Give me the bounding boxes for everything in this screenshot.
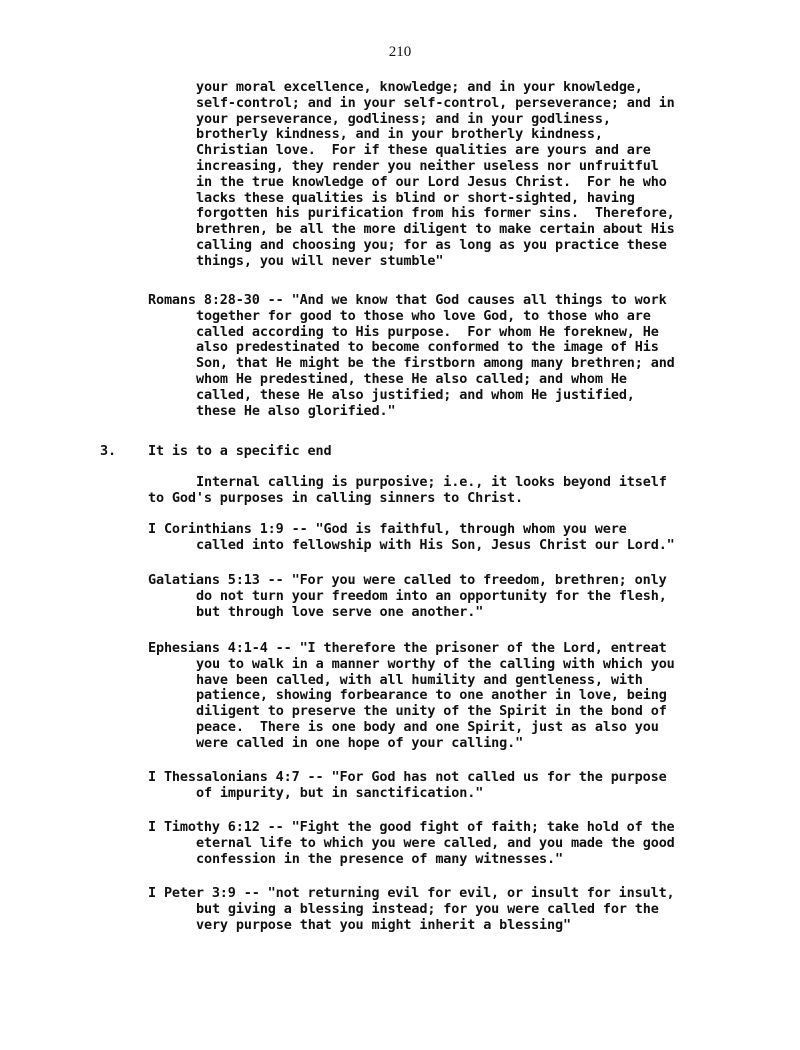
text-line: Son, that He might be the firstborn among many brethren; and [196, 355, 675, 372]
text-line: of impurity, but in sanctification." [196, 784, 484, 801]
section-number: 3. [100, 443, 116, 459]
text-line: in the true knowledge of our Lord Jesus Christ. For he who [196, 173, 667, 190]
text-line: Christian love. For if these qualities are yours and are [196, 142, 651, 159]
text-line: I Peter 3:9 -- "not returning evil for evil, or insult for insult, [148, 885, 675, 901]
text-line: called according to His purpose. For whom He foreknew, He [196, 323, 659, 340]
text-line: brethren, be all the more diligent to make certain about His [196, 221, 675, 238]
text-line: peace. There is one body and one Spirit, just as also you [196, 719, 659, 735]
text-line: but through love serve one another." [196, 603, 484, 620]
text-line: Internal calling is purposive; i.e., it looks beyond itself [196, 474, 667, 490]
text-line: patience, showing forbearance to one another in love, being [196, 687, 667, 704]
text-line: called into fellowship with His Son, Jesus Christ our Lord." [196, 536, 675, 553]
text-line: whom He predestined, these He also called; and whom He [196, 371, 627, 387]
text-line: but giving a blessing instead; for you were called for the [196, 900, 659, 917]
text-line: increasing, they render you neither useless nor unfruitful [196, 158, 659, 174]
text-line: I Corinthians 1:9 -- "God is faithful, through whom you were [148, 521, 627, 537]
text-line: Galatians 5:13 -- "For you were called to freedom, brethren; only [148, 572, 667, 588]
text-line: also predestinated to become conformed to the image of His [196, 339, 659, 356]
text-line: you to walk in a manner worthy of the calling with which you [196, 655, 675, 672]
text-line: I Thessalonians 4:7 -- "For God has not called us for the purpose [148, 769, 667, 785]
text-line: were called in one hope of your calling." [196, 734, 524, 751]
text-line: diligent to preserve the unity of the Spirit in the bond of [196, 703, 667, 720]
section-heading: It is to a specific end [148, 443, 332, 459]
text-line: confession in the presence of many witnesses." [196, 850, 563, 867]
text-line: your perseverance, godliness; and in your godliness, [196, 110, 611, 127]
text-line: Ephesians 4:1-4 -- "I therefore the prisoner of the Lord, entreat [148, 640, 667, 656]
text-line: I Timothy 6:12 -- "Fight the good fight of faith; take hold of the [148, 819, 675, 835]
text-line: brotherly kindness, and in your brotherly kindness, [196, 126, 603, 143]
text-line: together for good to those who love God, to those who are [196, 307, 651, 324]
text-line: called, these He also justified; and whom He justified, [196, 386, 635, 403]
text-line: do not turn your freedom into an opportunity for the flesh, [196, 587, 667, 604]
text-line: to God's purposes in calling sinners to Christ. [148, 489, 523, 506]
text-line: Romans 8:28-30 -- "And we know that God causes all things to work [148, 292, 667, 308]
text-line: self-control; and in your self-control, perseverance; and in [196, 94, 675, 111]
text-line: calling and choosing you; for as long as you practice these [196, 237, 667, 253]
text-line: forgotten his purification from his former sins. Therefore, [196, 205, 675, 222]
text-line: lacks these qualities is blind or short-sighted, having [196, 189, 635, 206]
text-line: eternal life to which you were called, and you made the good [196, 834, 675, 851]
text-line: have been called, with all humility and gentleness, with [196, 671, 643, 688]
text-line: very purpose that you might inherit a blessing" [196, 916, 571, 933]
page-number: 210 [388, 44, 412, 60]
text-line: your moral excellence, knowledge; and in your knowledge, [196, 79, 643, 95]
text-line: these He also glorified." [196, 402, 396, 419]
text-line: things, you will never stumble" [196, 252, 444, 269]
